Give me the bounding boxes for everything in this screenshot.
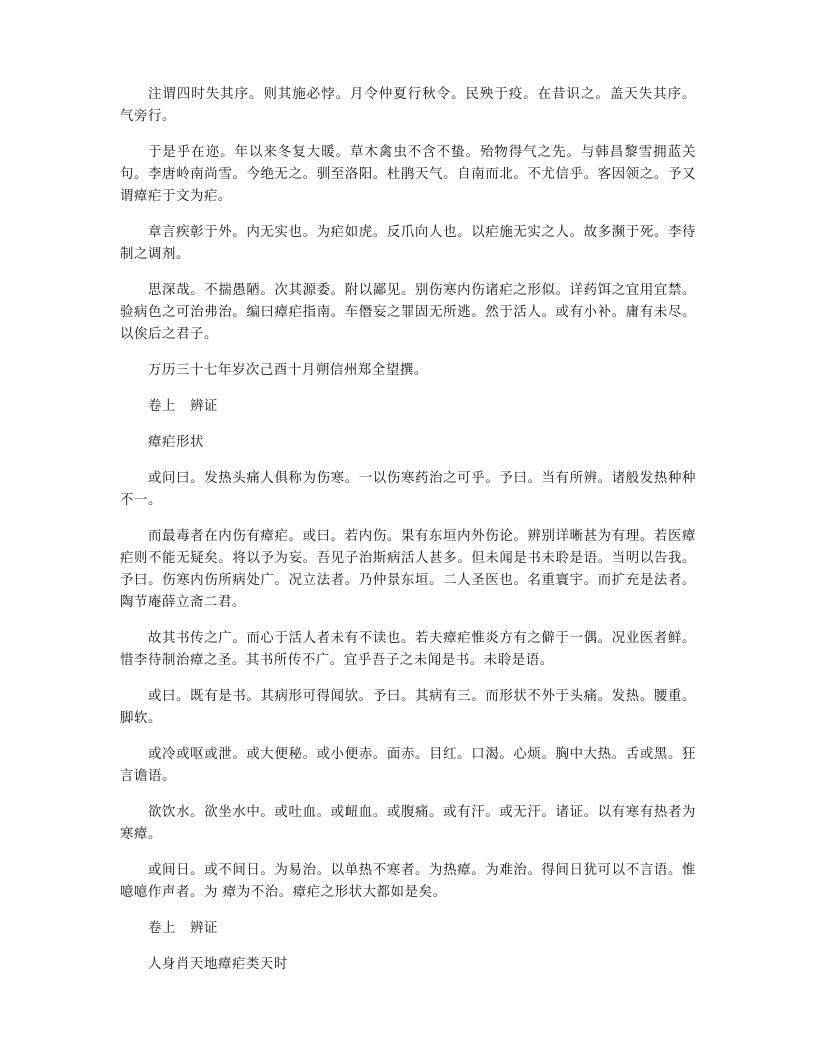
paragraph: 或曰。既有是书。其病形可得闻欤。予曰。其病有三。而形状不外于头痛。发热。腰重。脚软。 [120, 689, 696, 726]
chapter-heading: 卷上 辨证 [148, 921, 218, 936]
section-heading: 人身肖天地瘴疟类天时 [148, 957, 288, 972]
paragraph: 故其书传之广。而心于活人者未有不读也。若夫瘴疟惟炎方有之僻于一偶。况业医者鲜。惜李待制治瘴之圣。其书所传不广。宜乎吾子之未闻是书。未聆是语。 [120, 631, 696, 668]
paragraph: 思深哉。不揣愚陋。次其源委。附以鄙见。别伤寒内伤诸疟之形似。详药饵之宜用宜禁。验病色之可治弗治。编曰瘴疟指南。车僭妄之罪固无所逃。然于活人。或有小补。庸有未尽。以俟后之君子。 [120, 283, 696, 342]
signature-line: 万历三十七年岁次己酉十月朔信州郑全望撰。 [148, 363, 428, 378]
paragraph: 或冷或呕或泄。或大便秘。或小便赤。面赤。目红。口渴。心烦。胸中大热。舌或黑。狂言谵语。 [120, 747, 696, 784]
paragraph: 或间日。或不间日。为易治。以单热不寒者。为热瘴。为难治。得间日犹可以不言语。惟噫噫作声者。为 瘴为不治。瘴疟之形状大都如是矣。 [120, 863, 696, 900]
paragraph: 章言疾彰于外。内无实也。为疟如虎。反爪向人也。以疟施无实之人。故多濒于死。李待制之调剂。 [120, 225, 696, 262]
paragraph: 或问曰。发热头痛人俱称为伤寒。一以伤寒药治之可乎。予曰。当有所辨。诸般发热种种不一。 [120, 471, 696, 508]
paragraph: 注谓四时失其序。则其施必悖。月令仲夏行秋令。民殃于疫。在昔识之。盖天失其序。 气旁行。 [120, 87, 696, 124]
document-body [120, 84, 696, 990]
paragraph: 而最毒者在内伤有瘴疟。或曰。若内伤。果有东垣内外伤论。辨别详晰甚为有理。若医瘴疟则不能无疑矣。将以予为妄。吾见子治斯病活人甚多。但未闻是书未聆是语。当明以告我。予曰。伤寒内伤所病处广。况立法者。乃仲景东垣。二人圣医也。名重寰宇。而扩充是法者。陶节庵薛立斋二君。 [120, 529, 696, 610]
chapter-heading: 卷上 辨证 [148, 399, 218, 414]
paragraph: 于是乎在迩。年以来冬复大暖。草木禽虫不含不蛰。殆物得气之先。与韩昌黎雪拥蓝关句。李唐岭南尚雪。今绝无之。驯至洛阳。杜鹃天气。自南而北。不尤信乎。客因领之。予又谓瘴疟于文为疟。 [120, 145, 696, 204]
section-heading: 瘴疟形状 [148, 435, 204, 450]
paragraph: 欲饮水。欲坐水中。或吐血。或衄血。或腹痛。或有汗。或无汗。诸证。以有寒有热者为寒瘴。 [120, 805, 696, 842]
